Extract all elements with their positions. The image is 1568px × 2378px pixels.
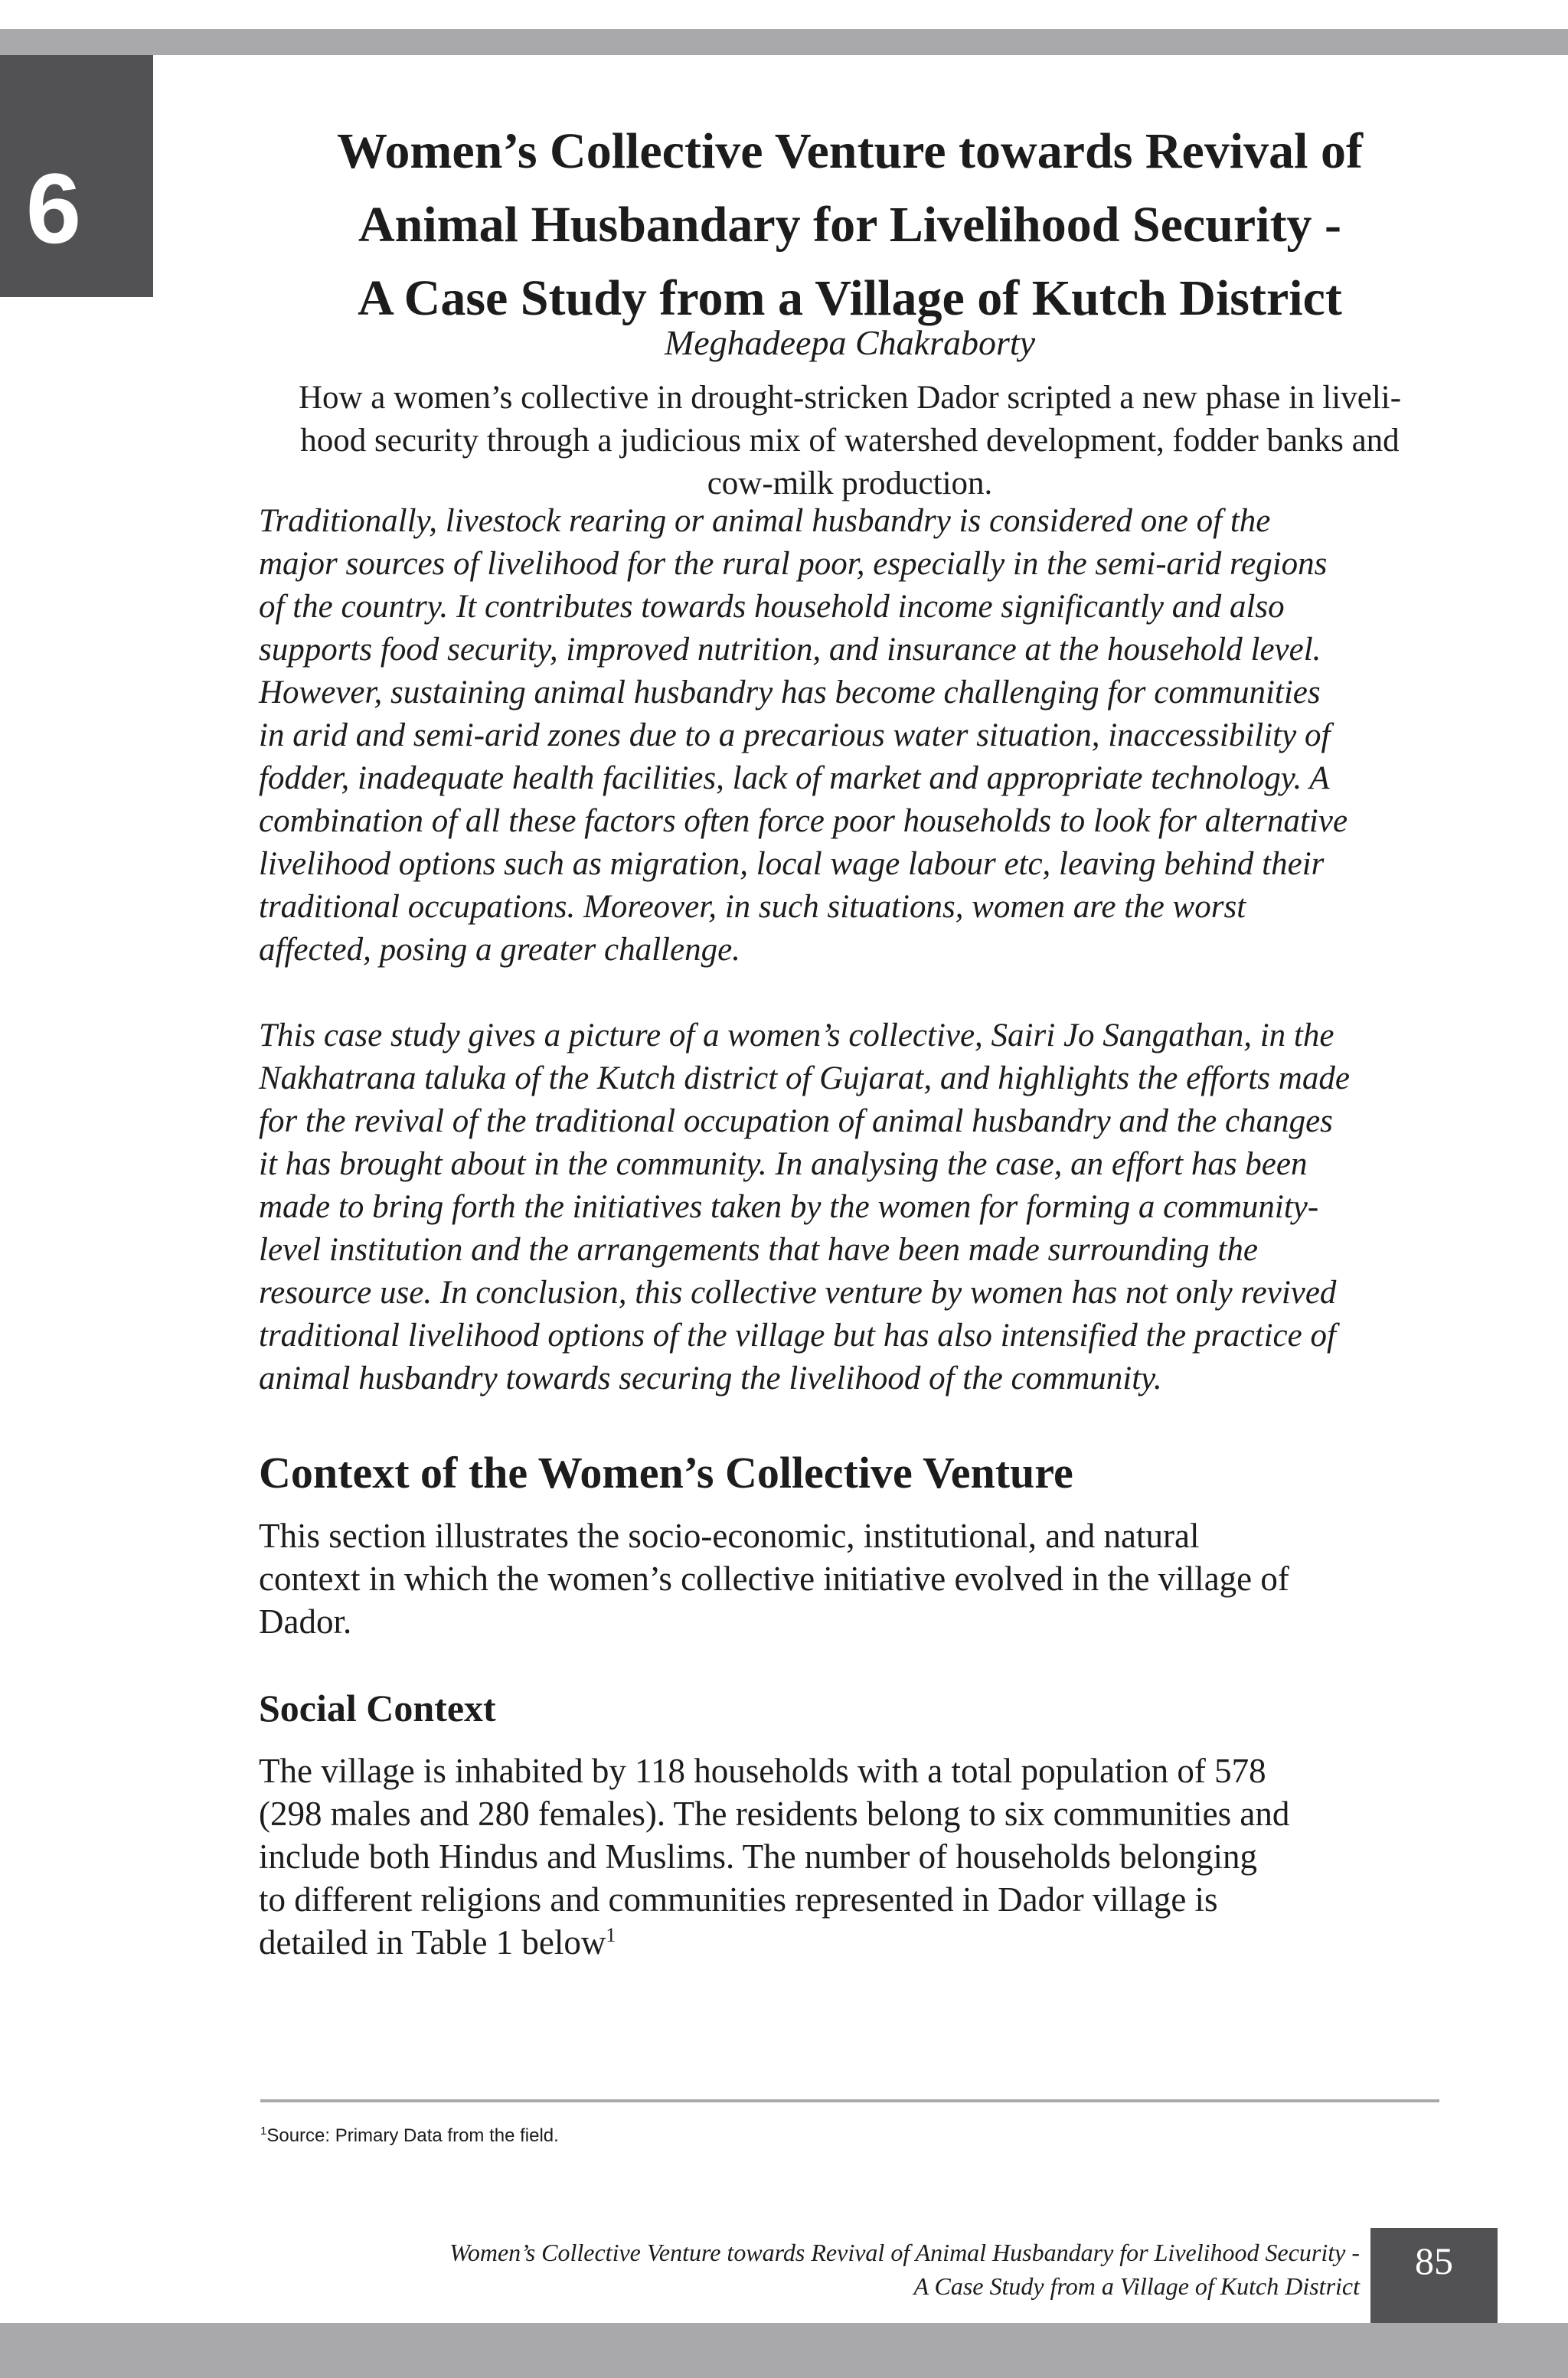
intro-line: fodder, inadequate health facilities, lack of market and appropriate technology. A — [259, 760, 1330, 796]
body-line: context in which the women’s collective initiative evolved in the village of — [259, 1560, 1289, 1598]
intro-line: major sources of livelihood for the rural poor, especially in the semi-arid regions — [259, 546, 1328, 582]
chapter-number: 6 — [25, 152, 82, 264]
intro-line: combination of all these factors often force poor households to look for alternative — [259, 803, 1348, 839]
intro-line: of the country. It contributes towards household income significantly and also — [259, 589, 1285, 625]
body-line: (298 males and 280 females). The residents belong to six communities and — [259, 1795, 1290, 1833]
abstract-line: hood security through a judicious mix of watershed development, fodder banks and — [300, 423, 1400, 459]
title-line: Women’s Collective Venture towards Revival of — [336, 123, 1363, 179]
footnote-marker: 1 — [260, 2125, 267, 2138]
top-gray-band — [0, 29, 1568, 55]
page-title — [260, 115, 1439, 335]
title-line: A Case Study from a Village of Kutch District — [358, 270, 1342, 326]
intro-line: traditional livelihood options of the village but has also intensified the practice of — [259, 1318, 1336, 1354]
intro-line: supports food security, improved nutrition, and insurance at the household level. — [259, 632, 1321, 668]
footnote-text: Source: Primary Data from the field. — [266, 2125, 559, 2146]
section-paragraph — [259, 1514, 1453, 1643]
bottom-gray-band — [0, 2323, 1568, 2378]
footnote-divider — [260, 2099, 1439, 2102]
running-footer-title — [230, 2236, 1360, 2303]
body-line: Dador. — [259, 1602, 352, 1641]
intro-line: This case study gives a picture of a women’s collective, Sairi Jo Sangathan, in the — [259, 1018, 1334, 1053]
intro-line: traditional occupations. Moreover, in such situations, women are the worst — [259, 889, 1246, 925]
chapter-tab — [0, 55, 201, 363]
abstract-line: cow-milk production. — [707, 465, 993, 501]
intro-line: affected, posing a greater challenge. — [259, 932, 740, 968]
intro-line: for the revival of the traditional occupation of animal husbandry and the changes — [259, 1103, 1333, 1139]
body-line: to different religions and communities represented in Dador village is — [259, 1880, 1218, 1919]
author-name: Meghadeepa Chakraborty — [664, 323, 1036, 362]
running-head-line: Women’s Collective Venture towards Revival of Animal Husbandary for Livelihood Security - — [449, 2239, 1360, 2266]
intro-paragraph-1 — [259, 500, 1453, 972]
body-line: This section illustrates the socio-economic, institutional, and natural — [259, 1517, 1200, 1555]
intro-line: However, sustaining animal husbandry has become challenging for communities — [259, 675, 1321, 710]
intro-line: made to bring forth the initiatives taken by the women for forming a community- — [259, 1189, 1319, 1225]
intro-line: animal husbandry towards securing the livelihood of the community. — [259, 1360, 1162, 1396]
subsection-paragraph — [259, 1749, 1453, 1964]
intro-line: it has brought about in the community. In analysing the case, an effort has been — [259, 1146, 1308, 1182]
intro-line: livelihood options such as migration, local wage labour etc, leaving behind their — [259, 846, 1325, 882]
footnote — [260, 2122, 1439, 2150]
page-number: 85 — [1415, 2239, 1453, 2282]
section-heading: Context of the Women’s Collective Venture — [259, 1448, 1073, 1498]
title-line: Animal Husbandary for Livelihood Security - — [358, 197, 1342, 253]
body-line: include both Hindus and Muslims. The number of households belonging — [259, 1837, 1258, 1876]
body-line: The village is inhabited by 118 households with a total population of 578 — [259, 1752, 1266, 1790]
intro-line: Nakhatrana taluka of the Kutch district of Gujarat, and highlights the efforts made — [259, 1060, 1350, 1096]
subsection-heading: Social Context — [259, 1687, 496, 1730]
intro-line: Traditionally, livestock rearing or animal husbandry is considered one of the — [259, 503, 1271, 539]
abstract — [260, 377, 1439, 505]
footnote-reference[interactable]: 1 — [606, 1924, 616, 1946]
chapter-label: CASE STUDY — [158, 100, 201, 363]
body-line: detailed in Table 1 below — [259, 1923, 606, 1962]
intro-line: resource use. In conclusion, this collective venture by women has not only revived — [259, 1275, 1337, 1311]
abstract-line: How a women’s collective in drought-stricken Dador scripted a new phase in liveli- — [298, 380, 1402, 416]
running-head-line: A Case Study from a Village of Kutch District — [913, 2272, 1360, 2300]
intro-paragraph-2 — [259, 1014, 1453, 1400]
intro-line: in arid and semi-arid zones due to a precarious water situation, inaccessibility of — [259, 717, 1331, 753]
intro-line: level institution and the arrangements that have been made surrounding the — [259, 1232, 1258, 1268]
